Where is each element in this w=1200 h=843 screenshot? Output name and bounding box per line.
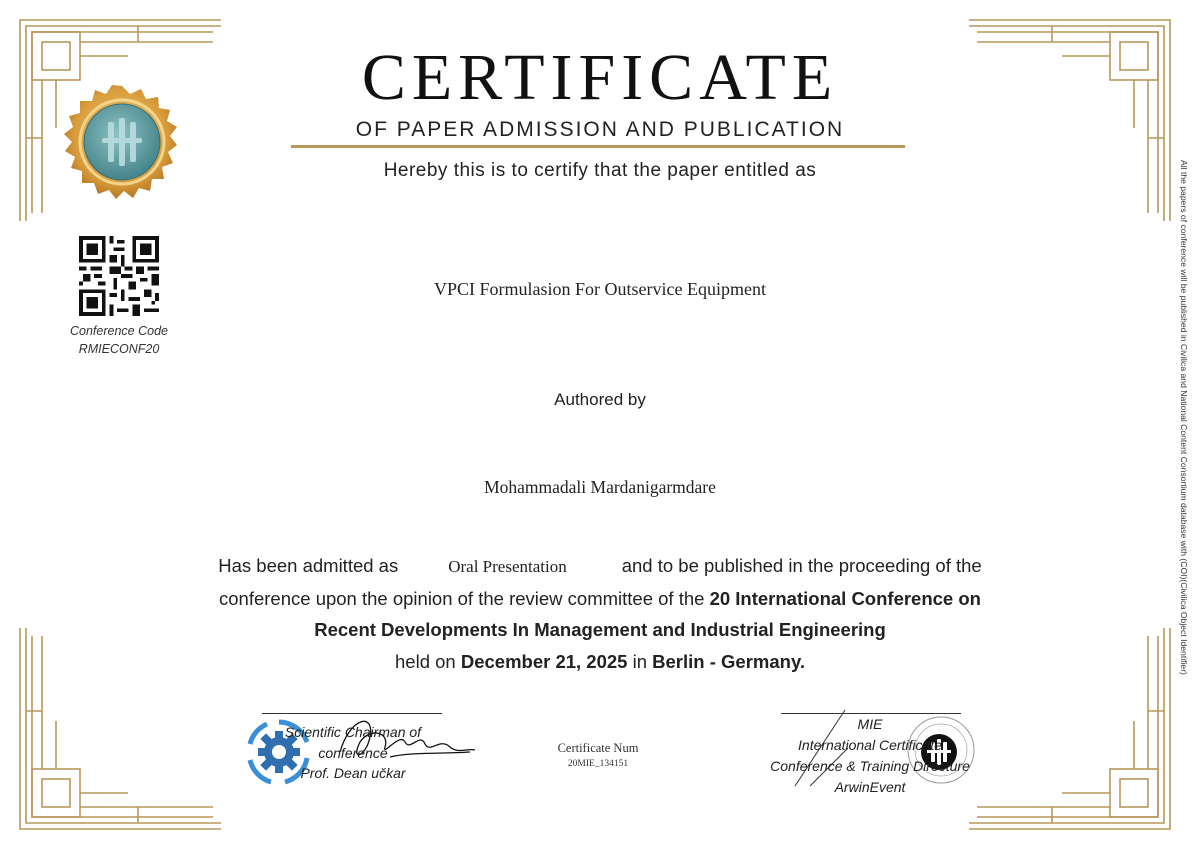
title-divider: [291, 145, 905, 148]
certificate-subtitle: OF PAPER ADMISSION AND PUBLICATION: [355, 118, 845, 141]
left-signatory-block: [268, 722, 438, 784]
admitted-suffix: and to be published in the proceeding of the: [621, 555, 982, 576]
conference-name-part2: Recent Developments In Management and Industrial Engineering: [314, 619, 886, 640]
left-signatory-line2: conference: [318, 744, 388, 761]
left-signatory-line1: Scientific Chairman of: [284, 724, 422, 740]
certificate-number-value: 20MIE_134151: [567, 759, 629, 769]
conference-code-value: RMIECONF20: [78, 342, 160, 356]
paper-title: VPCI Formulasion For Outservice Equipment: [434, 279, 766, 299]
author-name: Mohammadali Mardanigarmdare: [484, 477, 716, 497]
admission-statement: [140, 550, 1060, 677]
conference-code-label: Conference Code: [70, 324, 168, 338]
right-signatory-line1: MIE: [857, 716, 883, 732]
in-label: in: [632, 650, 648, 672]
held-on-label: held on: [395, 650, 456, 672]
left-signatory-name: Prof. Dean učkar: [300, 765, 406, 781]
right-signatory-line4: ArwinEvent: [834, 779, 906, 795]
right-signatory-line2: International Certificate: [798, 737, 942, 753]
presentation-type: Oral Presentation: [448, 557, 567, 576]
intro-text: Hereby this is to certify that the paper entitled as: [383, 160, 817, 181]
admitted-prefix: Has been admitted as: [218, 555, 399, 576]
qr-code: [79, 236, 159, 316]
gold-seal-icon: [52, 84, 192, 224]
certificate-number-label: Certificate Num: [557, 741, 639, 755]
authored-by-label: Authored by: [554, 390, 646, 409]
conference-location: Berlin - Germany.: [652, 650, 805, 672]
side-publication-note: All the papers of conference will be published in Civilica and National Content Consortium database with (COI)(Civilica Object Identifier): [1179, 160, 1189, 675]
certificate-number-block: [528, 741, 668, 769]
conference-code-block: [52, 322, 186, 358]
certificate-title: CERTIFICATE: [361, 41, 839, 114]
conference-name-part1: 20 International Conference on: [709, 587, 981, 609]
right-signatory-block: [748, 714, 992, 798]
committee-text: conference upon the opinion of the review committee of the: [219, 587, 705, 609]
right-signatory-line3: Conference & Training Directure: [770, 758, 970, 774]
conference-date: December 21, 2025: [460, 650, 628, 672]
